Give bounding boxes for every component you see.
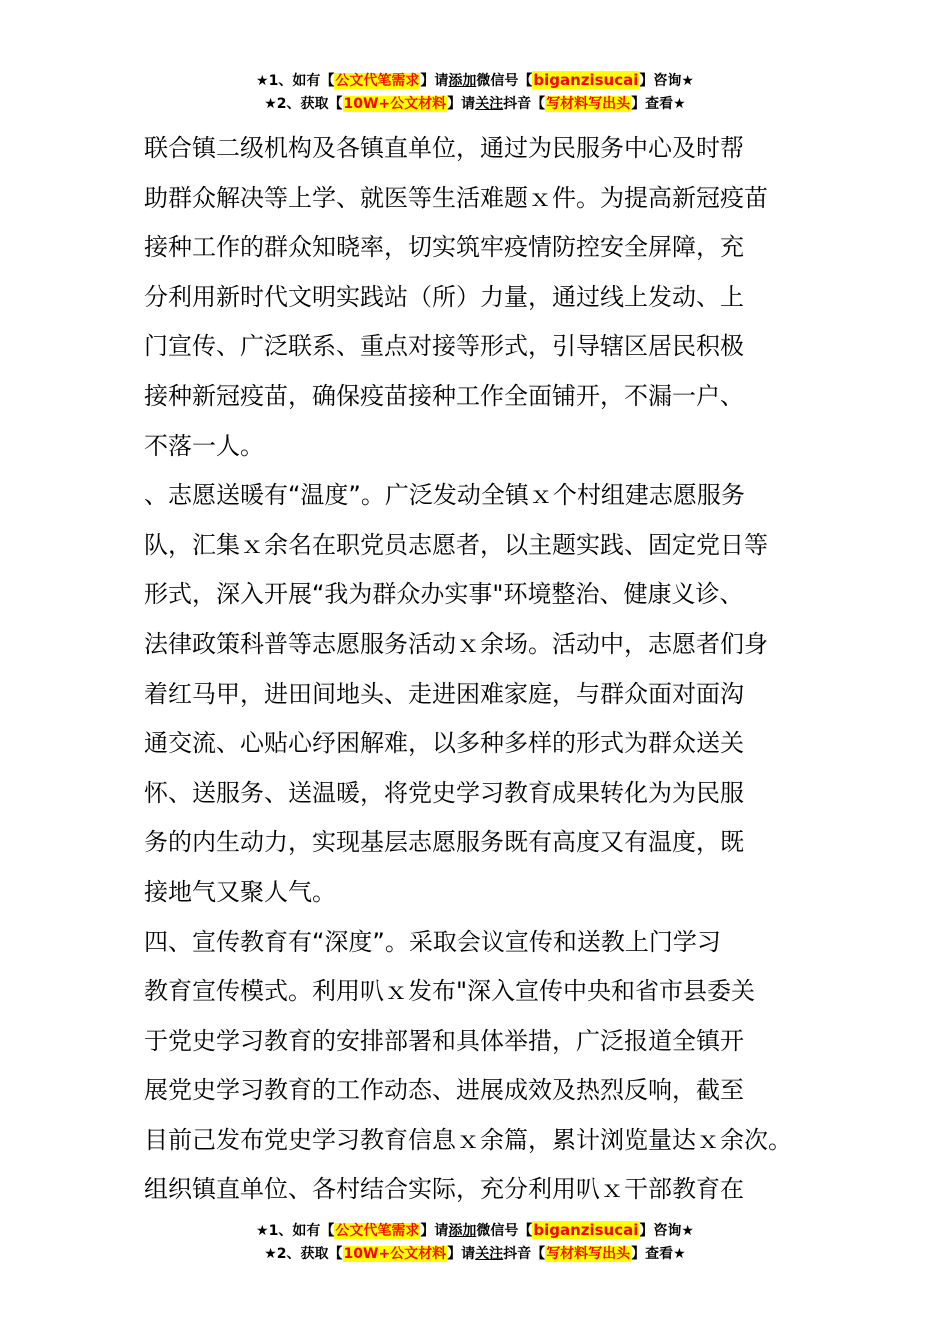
banner-text: 抖音【 (503, 1246, 546, 1262)
body-line: 接种新冠疫苗，确保疫苗接种工作全面铺开，不漏一户、 (144, 381, 744, 410)
footer-banner (0, 1218, 950, 1266)
body-line: 务的内生动力，实现基层志愿服务既有高度又有温度，既 (144, 828, 744, 857)
header-banner (0, 68, 950, 116)
banner-text: 】请 (420, 1223, 449, 1239)
highlight-text: 公文代笔需求 (335, 73, 420, 89)
body-line: 形式，深入开展“我为群众办实事"环境整治、健康义诊、 (144, 580, 744, 609)
body-line: 法律政策科普等志愿服务活动ｘ余场。活动中，志愿者们身 (144, 629, 768, 658)
body-line: 联合镇二级机构及各镇直单位，通过为民服务中心及时帮 (144, 134, 744, 162)
body-line: 展党史学习教育的工作动态、进展成效及热烈反响，截至 (144, 1076, 744, 1105)
underlined-text: 添加 (448, 1223, 477, 1239)
body-line: 助群众解决等上学、就医等生活难题ｘ件。为提高新冠疫苗 (144, 183, 768, 212)
banner-text: 】请 (447, 1246, 476, 1262)
banner-text: 】查看★ (631, 96, 686, 112)
douyin-highlight: 写材料写出头 (546, 96, 631, 112)
highlight-text: 公文代笔需求 (335, 1223, 420, 1239)
body-line: 教育宣传模式。利用叭ｘ发布"深入宣传中央和省市县委关 (144, 977, 756, 1006)
banner-text: 抖音【 (503, 96, 546, 112)
underlined-text: 关注 (475, 1246, 504, 1262)
banner-line-2 (0, 1242, 950, 1266)
banner-line-1 (0, 68, 950, 92)
banner-line-1 (0, 1218, 950, 1242)
banner-text: 】请 (420, 73, 449, 89)
body-line: 着红马甲，进田间地头、走进困难家庭，与群众面对面沟 (144, 679, 744, 708)
banner-text: 】请 (447, 96, 476, 112)
body-line: 四、宣传教育有“深度”。采取会议宣传和送教上门学习 (144, 927, 721, 956)
highlight-text: 10W+公文材料 (343, 96, 447, 112)
body-line: 通交流、心贴心纾困解难，以多种多样的形式为群众送关 (144, 729, 744, 758)
body-line: 不落一人。 (144, 431, 264, 460)
body-line: 接种工作的群众知晓率，切实筑牢疫情防控安全屏障，充 (144, 233, 744, 262)
banner-text: 】咨询★ (639, 73, 694, 89)
banner-text: 】咨询★ (639, 1223, 694, 1239)
banner-text: ★1、如有【 (256, 73, 335, 89)
body-line: 接地气又聚人气。 (144, 877, 336, 906)
highlight-text: 10W+公文材料 (343, 1246, 447, 1262)
banner-text: 】查看★ (631, 1246, 686, 1262)
underlined-text: 添加 (448, 73, 477, 89)
body-line: 、志愿送暖有“温度”。广泛发动全镇ｘ个村组建志愿服务 (144, 481, 745, 510)
document-body (144, 124, 824, 1215)
banner-text: ★1、如有【 (256, 1223, 335, 1239)
douyin-highlight: 写材料写出头 (546, 1246, 631, 1262)
wechat-id-highlight: biganzisucai (533, 71, 639, 89)
body-line: 怀、送服务、送温暖，将党史学习教育成果转化为为民服 (144, 778, 744, 807)
banner-text: 微信号【 (476, 1223, 533, 1239)
wechat-id-highlight: biganzisucai (533, 1221, 639, 1239)
body-line: 目前己发布党史学习教育信息ｘ余篇，累计浏览量达ｘ余次。 (144, 1125, 792, 1154)
body-line: 组织镇直单位、各村结合实际，充分利用叭ｘ干部教育在 (144, 1175, 744, 1204)
underlined-text: 关注 (475, 96, 504, 112)
banner-line-2 (0, 92, 950, 116)
banner-text: ★2、获取【 (264, 96, 343, 112)
banner-text: ★2、获取【 (264, 1246, 343, 1262)
body-line: 于党史学习教育的安排部署和具体举措，广泛报道全镇开 (144, 1026, 744, 1055)
banner-text: 微信号【 (476, 73, 533, 89)
body-line: 队，汇集ｘ余名在职党员志愿者，以主题实践、固定党日等 (144, 530, 768, 559)
body-line: 门宣传、广泛联系、重点对接等形式，引导辖区居民积极 (144, 332, 744, 361)
body-line: 分利用新时代文明实践站（所）力量，通过线上发动、上 (144, 282, 744, 311)
